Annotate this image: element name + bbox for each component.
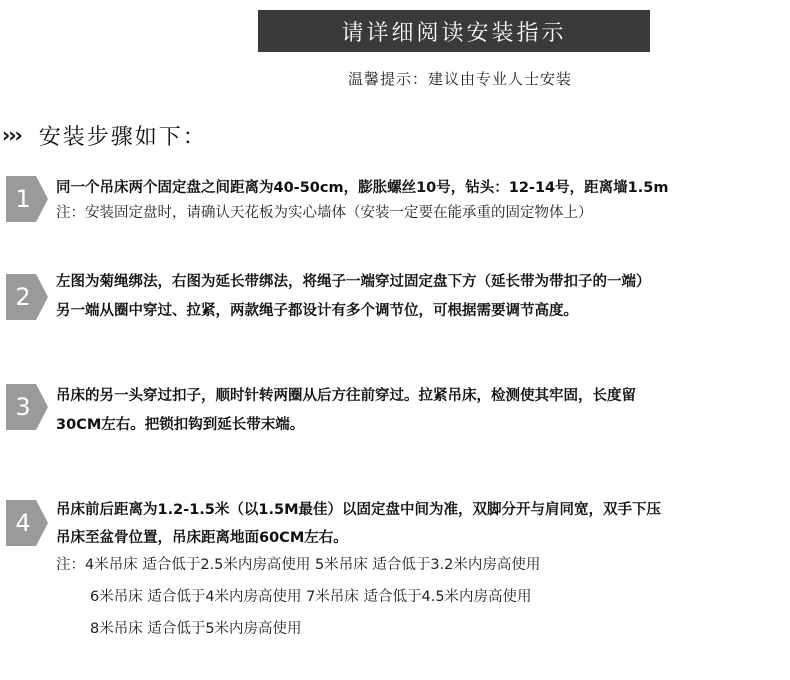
step-line: 吊床至盆骨位置，吊床距离地面60CM左右。 [56, 530, 348, 546]
step-note-line: 8米吊床 适合低于5米内房高使用 [90, 621, 302, 637]
step-line: 吊床的另一头穿过扣子，顺时针转两圈从后方往前穿过。拉紧吊床，检测使其牢固，长度留 [56, 388, 636, 404]
step-line: 另一端从圈中穿过、拉紧，两款绳子都设计有多个调节位，可根据需要调节高度。 [56, 303, 578, 319]
step-1-badge [6, 176, 50, 222]
step-number: 1 [15, 185, 31, 213]
chevrons-right-icon: ››› [2, 123, 21, 147]
step-line: 左图为菊绳绑法，右图为延长带绑法，将绳子一端穿过固定盘下方（延长带为带扣子的一端） [56, 274, 651, 290]
step-note-line: 6米吊床 适合低于4米内房高使用 7米吊床 适合低于4.5米内房高使用 [90, 589, 532, 605]
tip-subtitle: 温馨提示：建议由专业人士安装 [347, 70, 572, 88]
step-2-badge [6, 274, 50, 320]
step-3-text [56, 384, 778, 438]
step-1-text [56, 176, 778, 226]
step-line: 同一个吊床两个固定盘之间距离为40-50cm，膨胀螺丝10号，钻头：12-14号，距离墙1.5m [56, 180, 669, 196]
section-title: 安装步骤如下： [38, 124, 207, 150]
step-4-text [56, 498, 778, 645]
step-4-badge [6, 500, 50, 546]
step-note-line: 注：安装固定盘时，请确认天花板为实心墙体（安装一定要在能承重的固定物体上） [56, 205, 593, 221]
step-number: 4 [15, 509, 31, 537]
instructions-banner: 请详细阅读安装指示 [258, 10, 650, 52]
step-note-line: 注：4米吊床 适合低于2.5米内房高使用 5米吊床 适合低于3.2米内房高使用 [56, 557, 541, 573]
step-2-text [56, 270, 778, 324]
step-line: 30CM左右。把锁扣钩到延长带末端。 [56, 417, 305, 433]
section-header [2, 118, 207, 152]
step-number: 3 [15, 393, 31, 421]
step-3-badge [6, 384, 50, 430]
step-line: 吊床前后距离为1.2-1.5米（以1.5M最佳）以固定盘中间为准，双脚分开与肩同宽，双手下压 [56, 502, 662, 518]
step-number: 2 [15, 283, 31, 311]
